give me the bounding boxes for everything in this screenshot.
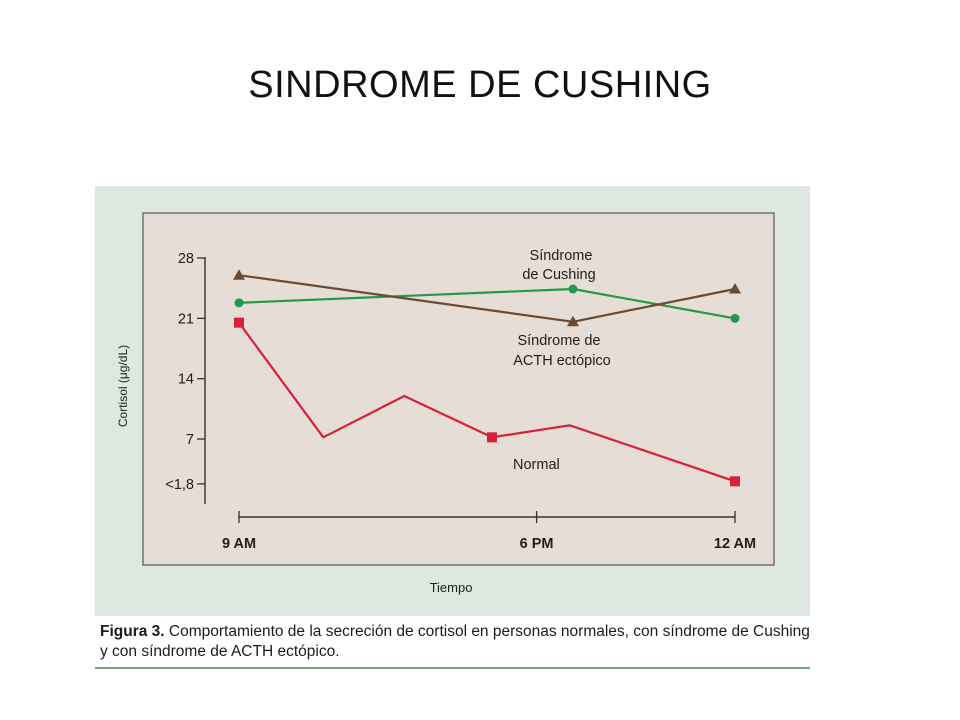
y-tick-label: 28 bbox=[177, 251, 194, 267]
y-axis-label: Cortisol (μg/dL) bbox=[116, 344, 130, 428]
annotation-normal: Normal bbox=[513, 457, 560, 473]
point-marker-normal bbox=[487, 432, 497, 442]
slide-title: SINDROME DE CUSHING bbox=[248, 64, 712, 106]
annotation-cushing: Síndrome de Cushing bbox=[522, 248, 596, 283]
point-marker-sindrome-de-cushing bbox=[568, 285, 577, 294]
cortisol-chart bbox=[95, 186, 810, 616]
x-tick-label: 12 AM bbox=[713, 536, 757, 552]
point-marker-sindrome-de-cushing bbox=[235, 298, 244, 307]
y-tick-label: 21 bbox=[177, 311, 194, 328]
caption-text: Comportamiento de la secreción de cortisol en personas normales, con síndrome de Cushing y con síndrome de ACTH ectópico. bbox=[100, 623, 810, 660]
annotation-acth: Síndrome de ACTH ectópico bbox=[513, 333, 611, 369]
figure-bottom-rule bbox=[95, 667, 810, 669]
x-tick-label: 9 AM bbox=[221, 536, 257, 552]
y-tick-label: <1,8 bbox=[165, 476, 194, 493]
x-axis-label: Tiempo bbox=[429, 580, 473, 595]
figure-caption bbox=[100, 622, 815, 662]
point-marker-normal bbox=[730, 476, 740, 486]
caption-label: Figura 3. bbox=[100, 623, 165, 640]
x-tick-label: 6 PM bbox=[519, 536, 554, 552]
point-marker-normal bbox=[234, 318, 244, 328]
plot-area bbox=[143, 213, 774, 565]
figure bbox=[95, 186, 810, 672]
y-tick-label: 7 bbox=[185, 432, 194, 449]
point-marker-sindrome-de-cushing bbox=[731, 314, 740, 323]
y-tick-label: 14 bbox=[177, 371, 194, 388]
